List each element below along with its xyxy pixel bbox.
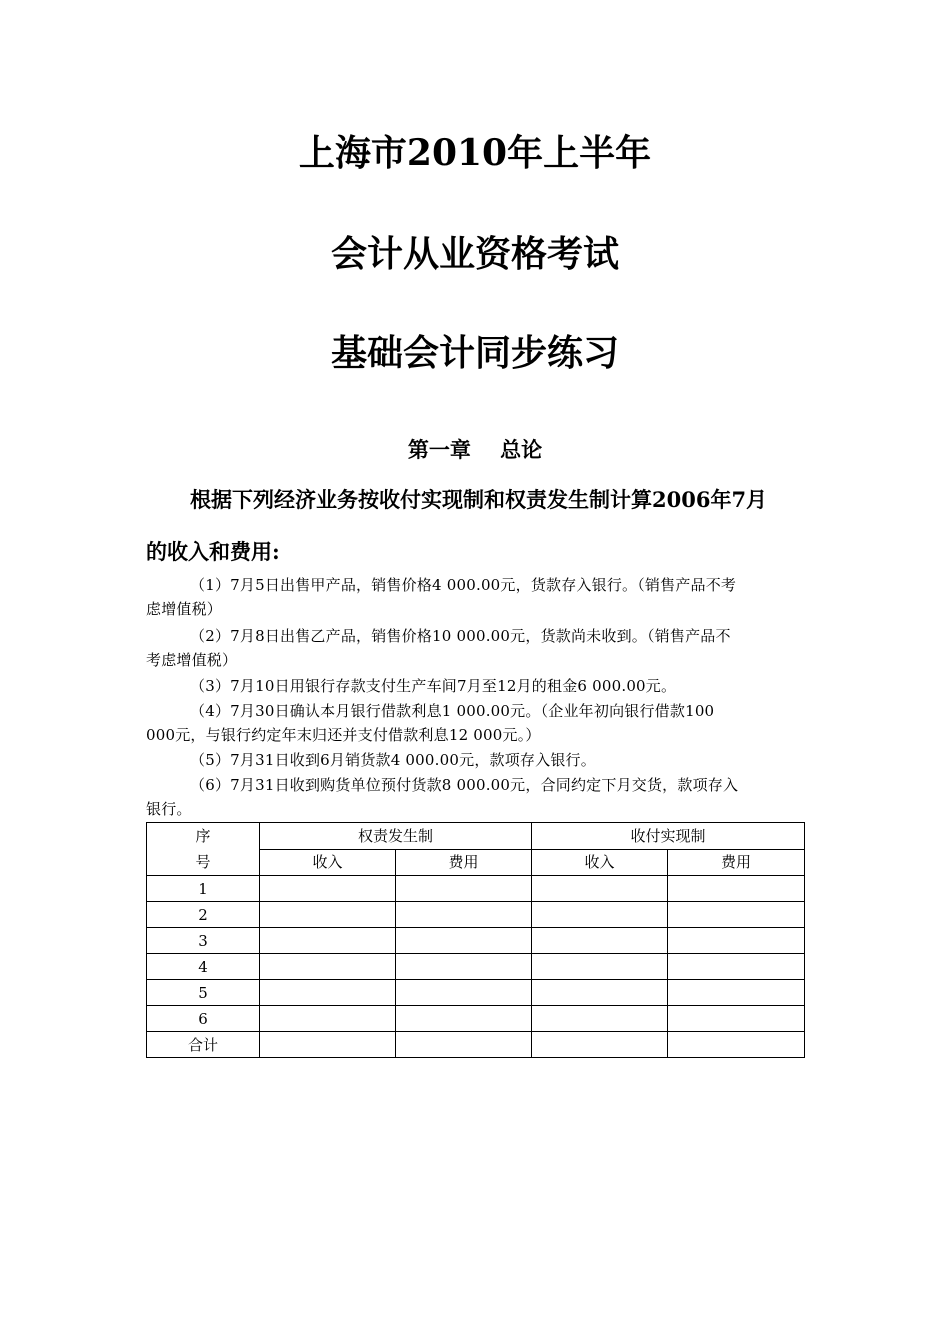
- accrual-income-cell[interactable]: [260, 1006, 396, 1032]
- cash-expense-cell[interactable]: [668, 954, 805, 980]
- cash-income-total-cell[interactable]: [532, 1032, 668, 1058]
- table-row: [147, 954, 805, 980]
- cash-income-cell[interactable]: [532, 980, 668, 1006]
- cash-income-cell[interactable]: [532, 876, 668, 902]
- total-label: 合计: [147, 1032, 260, 1058]
- cash-expense-cell[interactable]: [668, 1006, 805, 1032]
- accrual-income-cell[interactable]: [260, 902, 396, 928]
- accrual-expense-header: 费用: [396, 849, 532, 876]
- accrual-expense-cell[interactable]: [396, 1006, 532, 1032]
- cash-expense-cell[interactable]: [668, 928, 805, 954]
- cash-income-header: 收入: [532, 849, 668, 876]
- accrual-income-header: 收入: [260, 849, 396, 876]
- cash-expense-header: 费用: [668, 849, 805, 876]
- cash-expense-total-cell[interactable]: [668, 1032, 805, 1058]
- table-row: [147, 928, 805, 954]
- cash-income-cell[interactable]: [532, 928, 668, 954]
- question-intro-line-1: 根据下列经济业务按收付实现制和权责发生制计算2006年7月: [190, 487, 768, 512]
- row-number: 5: [147, 980, 260, 1006]
- transaction-line: （6）7月31日收到购货单位预付货款8 000.00元，合同约定下月交货，款项存入: [190, 776, 739, 794]
- cash-expense-cell[interactable]: [668, 980, 805, 1006]
- table-total-row: [147, 1032, 805, 1058]
- row-number: 6: [147, 1006, 260, 1032]
- answer-table: [146, 822, 805, 1058]
- question-intro-line-2: 的收入和费用:: [146, 539, 280, 564]
- transaction-line: （2）7月8日出售乙产品，销售价格10 000.00元，货款尚未收到。（销售产品不: [190, 627, 731, 645]
- row-number: 3: [147, 928, 260, 954]
- accrual-expense-total-cell[interactable]: [396, 1032, 532, 1058]
- transaction-line: （1）7月5日出售甲产品，销售价格4 000.00元，货款存入银行。（销售产品不考: [190, 576, 737, 594]
- accrual-income-total-cell[interactable]: [260, 1032, 396, 1058]
- cash-expense-cell[interactable]: [668, 902, 805, 928]
- row-number: 1: [147, 876, 260, 902]
- cash-income-cell[interactable]: [532, 902, 668, 928]
- table-row: [147, 902, 805, 928]
- accrual-income-cell[interactable]: [260, 954, 396, 980]
- cash-income-cell[interactable]: [532, 1006, 668, 1032]
- accrual-basis-header: 权责发生制: [260, 823, 532, 850]
- transaction-line: （4）7月30日确认本月银行借款利息1 000.00元。（企业年初向银行借款100: [190, 702, 715, 720]
- accrual-income-cell[interactable]: [260, 980, 396, 1006]
- table-row: [147, 980, 805, 1006]
- sequence-header-line-1: 序: [195, 827, 211, 845]
- transaction-line: 000元，与银行约定年末归还并支付借款利息12 000元。）: [146, 726, 541, 744]
- accrual-expense-cell[interactable]: [396, 980, 532, 1006]
- row-number: 2: [147, 902, 260, 928]
- document-title-line-2: 会计从业资格考试: [330, 233, 619, 275]
- transaction-line: （3）7月10日用银行存款支付生产车间7月至12月的租金6 000.00元。: [190, 677, 677, 695]
- cash-expense-cell[interactable]: [668, 876, 805, 902]
- transaction-line: 虑增值税）: [146, 600, 223, 618]
- document-title-line-1: 上海市2010年上半年: [298, 132, 652, 174]
- accrual-expense-cell[interactable]: [396, 876, 532, 902]
- table-row: [147, 1006, 805, 1032]
- row-number: 4: [147, 954, 260, 980]
- accrual-expense-cell[interactable]: [396, 954, 532, 980]
- sequence-header: [147, 823, 260, 876]
- table-row: [147, 876, 805, 902]
- accrual-income-cell[interactable]: [260, 876, 396, 902]
- cash-basis-header: 收付实现制: [532, 823, 805, 850]
- sequence-header-line-2: 号: [195, 853, 211, 871]
- table-header-row: [147, 823, 805, 850]
- transaction-line: （5）7月31日收到6月销货款4 000.00元，款项存入银行。: [190, 751, 596, 769]
- transaction-line: 考虑增值税）: [146, 651, 238, 669]
- cash-income-cell[interactable]: [532, 954, 668, 980]
- transaction-line: 银行。: [146, 800, 192, 818]
- document-title-line-3: 基础会计同步练习: [330, 332, 619, 374]
- accrual-expense-cell[interactable]: [396, 902, 532, 928]
- accrual-expense-cell[interactable]: [396, 928, 532, 954]
- accrual-income-cell[interactable]: [260, 928, 396, 954]
- chapter-heading: 第一章 总论: [407, 437, 543, 462]
